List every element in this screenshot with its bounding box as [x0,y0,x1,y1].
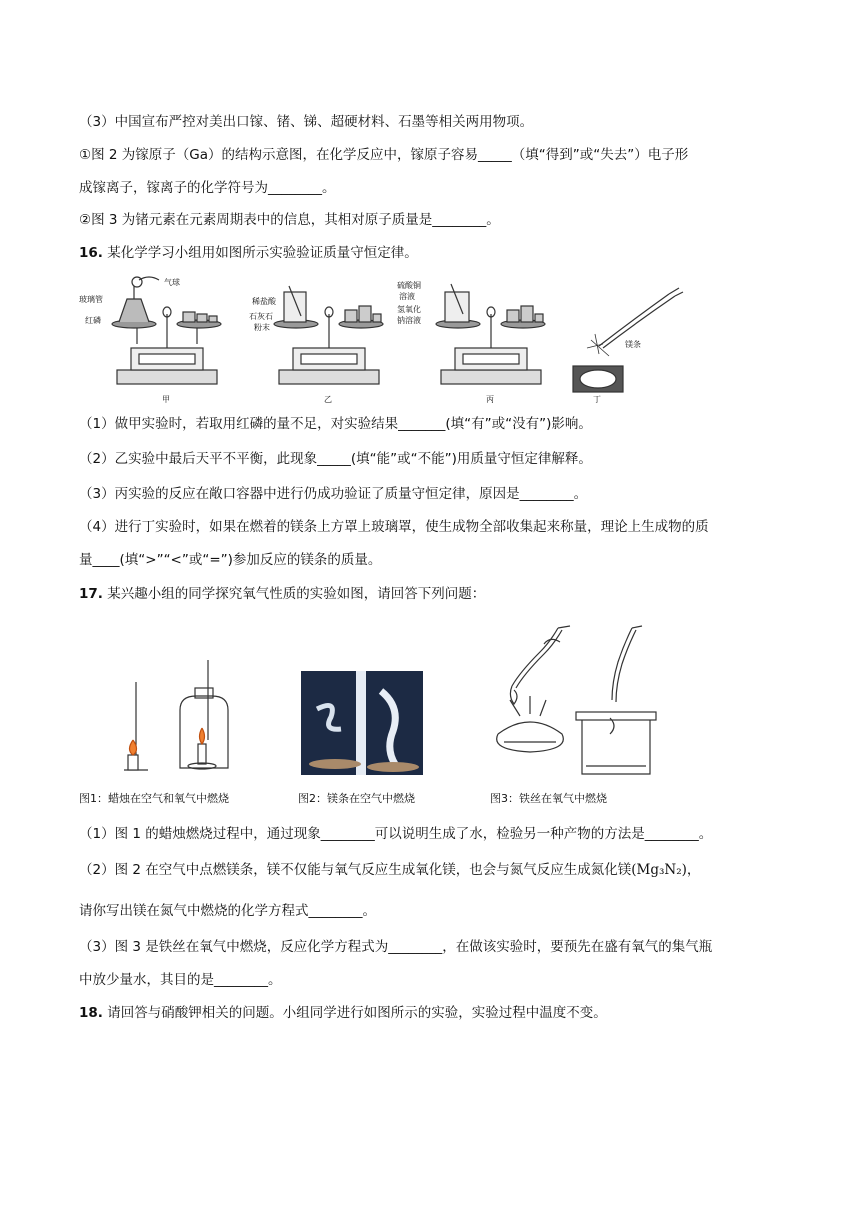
text-q16-4b: 量____(填“>”“<”或“=”)参加反应的镁条的质量。 [79,552,382,568]
balance-yi [274,286,383,384]
figure-17-mg-photo [301,671,423,775]
text-q17-2a-body: （2）图 2 在空气中点燃镁条，镁不仅能与氧气反应生成氧化镁，也会与氮气反应生成氮化镁 [79,862,632,878]
figure-17-iron-wire [490,622,660,782]
text-q15-3-2: ②图 3 为锗元素在元素周期表中的信息，其相对原子质量是________。 [79,212,500,228]
question-number: 18. [79,1005,103,1021]
text-q17-1: （1）图 1 的蜡烛燃烧过程中，通过现象________可以说明生成了水，检验另一种产物的方法是________。 [79,826,713,842]
caption-fig2: 图2：镁条在空气中燃烧 [298,792,415,805]
question-text: 请回答与硝酸钾相关的问题。小组同学进行如图所示的实验，实验过程中温度不变。 [107,1005,607,1021]
text-q15-3-1b: 成镓离子，镓离子的化学符号为________。 [79,180,336,196]
balance-bing [436,284,545,384]
text-q17-2a [79,861,700,879]
text-q16-2: （2）乙实验中最后天平不平衡，此现象_____(填“能”或“不能”)用质量守恒定律解释。 [79,451,592,467]
question-17 [79,585,485,603]
label-glass-tube: 玻璃管 [79,295,103,304]
label-limestone: 石灰石 [249,312,273,321]
figure-16-apparatus [79,274,699,409]
question-16 [79,244,418,262]
label-hcl: 稀盐酸 [252,297,276,306]
text-q15-3: （3）中国宣布严控对美出口镓、锗、锑、超硬材料、石墨等相关两用物项。 [79,114,534,130]
text-q17-2b: 请你写出镁在氮气中燃烧的化学方程式________。 [79,903,376,919]
question-number: 17. [79,586,103,602]
label-cuso4: 硫酸铜 [397,281,421,290]
label-naoh-2: 钠溶液 [397,316,421,325]
question-text: 某兴趣小组的同学探究氧气性质的实验如图，请回答下列问题： [107,586,486,602]
label-yi: 乙 [324,395,332,404]
caption-fig1: 图1：蜡烛在空气和氧气中燃烧 [79,792,229,805]
question-text: 某化学学习小组用如图所示实验验证质量守恒定律。 [107,245,418,261]
label-balloon: 气球 [164,278,180,287]
text-q15-3-1a: ①图 2 为镓原子（Ga）的结构示意图，在化学反应中，镓原子容易_____（填“得到”或“失去”）电子形 [79,147,689,163]
label-ding: 丁 [593,395,601,404]
label-jia: 甲 [162,395,170,404]
label-powder: 粉末 [254,323,270,332]
figure-17-candles [110,660,240,780]
label-naoh-1: 氢氧化 [397,305,421,314]
formula-mg3n2: (Mg₃N₂)， [631,862,701,878]
label-cuso4-solution: 溶液 [399,292,415,301]
caption-fig3: 图3：铁丝在氧气中燃烧 [490,792,607,805]
question-number: 16. [79,245,103,261]
label-red-phosphorus: 红磷 [85,316,101,325]
text-q17-3b: 中放少量水，其目的是________。 [79,972,282,988]
text-q16-4a: （4）进行丁实验时，如果在燃着的镁条上方罩上玻璃罩，使生成物全部收集起来称量，理论上生成物的质 [79,519,709,535]
label-mg-strip: 镁条 [625,340,641,349]
text-q17-3a: （3）图 3 是铁丝在氧气中燃烧，反应化学方程式为________，在做该实验时，要预先在盛有氧气的集气瓶 [79,939,713,955]
text-q16-3: （3）丙实验的反应在敞口容器中进行仍成功验证了质量守恒定律，原因是________。 [79,486,588,502]
question-18 [79,1004,607,1022]
label-bing: 丙 [486,395,494,404]
balance-jia [112,277,221,384]
text-q16-1: （1）做甲实验时，若取用红磷的量不足，对实验结果_______(填“有”或“没有”)影响。 [79,416,592,432]
